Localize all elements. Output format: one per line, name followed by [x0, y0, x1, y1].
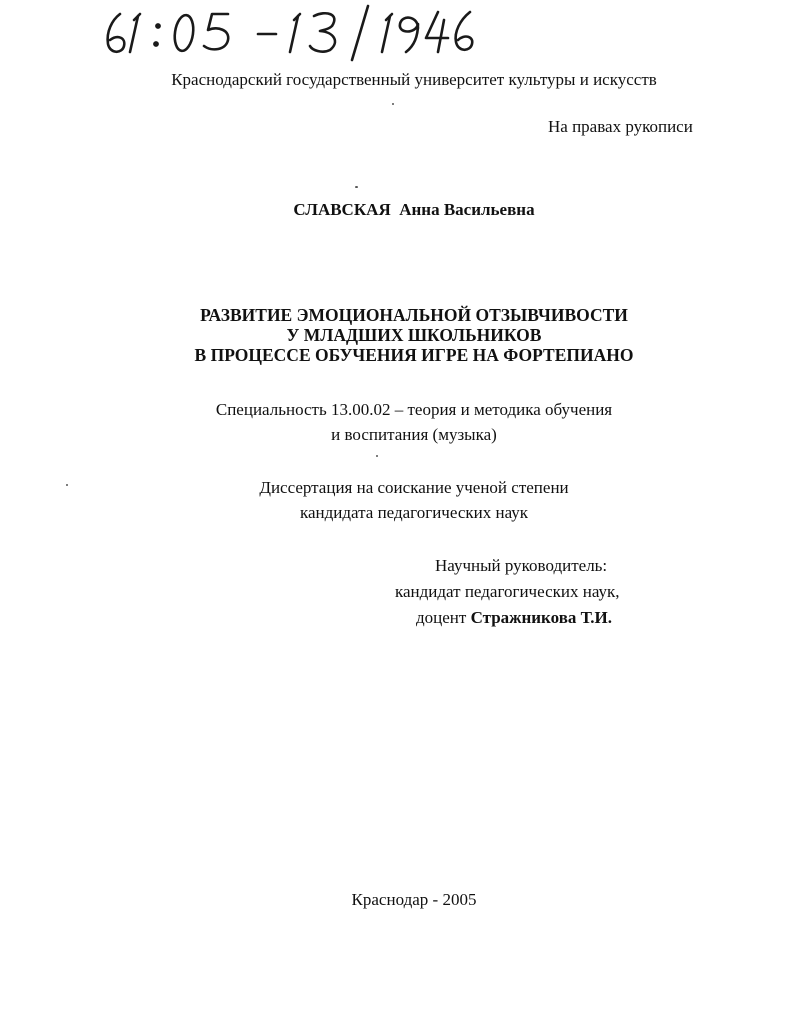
supervisor-label: Научный руководитель: — [435, 556, 608, 575]
title-line: В ПРОЦЕССЕ ОБУЧЕНИЯ ИГРЕ НА ФОРТЕПИАНО — [194, 345, 634, 365]
specialty-line-2: и воспитания (музыка) — [331, 425, 497, 444]
supervisor-position: доцент — [416, 608, 467, 627]
rights-note: На правах рукописи — [548, 117, 693, 136]
dissertation-title — [0, 305, 791, 365]
degree-line-2: кандидата педагогических наук — [299, 503, 529, 522]
supervisor-line — [395, 605, 655, 631]
handwritten-number-drawing — [100, 2, 480, 62]
specialty-line-1: Специальность 13.00.02 – теория и методика обучения — [215, 400, 613, 419]
university-name: Краснодарский государственный университет культуры и искусств — [171, 70, 657, 89]
degree-statement — [0, 475, 791, 525]
title-line: У МЛАДШИХ ШКОЛЬНИКОВ — [286, 325, 542, 345]
city-year: Краснодар - 2005 — [351, 890, 477, 909]
scan-speck — [355, 186, 358, 188]
scan-speck — [66, 484, 68, 486]
scan-speck — [392, 103, 394, 105]
handwritten-archive-number — [100, 2, 480, 62]
supervisor-name: Стражникова Т.И. — [470, 608, 612, 627]
scan-speck — [376, 455, 378, 457]
specialty — [0, 397, 791, 447]
supervisor-block — [395, 553, 655, 631]
degree-line-1: Диссертация на соискание ученой степени — [259, 478, 569, 497]
author-given-names: Анна Васильевна — [399, 200, 535, 219]
supervisor-degree: кандидат педагогических наук, — [395, 582, 620, 601]
author-name — [0, 200, 791, 220]
title-line: РАЗВИТИЕ ЭМОЦИОНАЛЬНОЙ ОТЗЫВЧИВОСТИ — [200, 305, 628, 325]
author-surname: СЛАВСКАЯ — [293, 200, 391, 219]
